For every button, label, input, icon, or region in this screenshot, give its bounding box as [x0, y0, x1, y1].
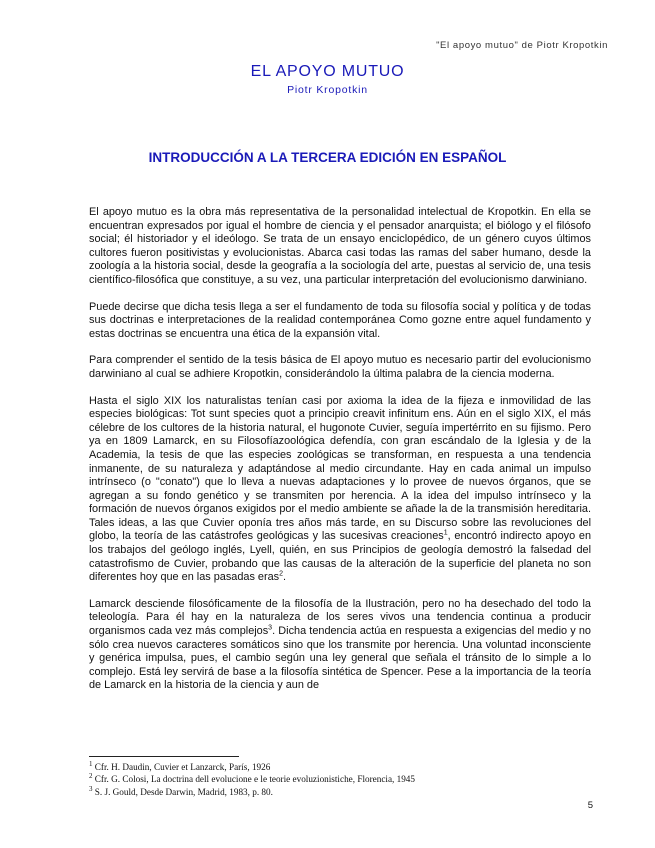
paragraph-4-part-c: . [283, 571, 287, 584]
paragraph-5-part-a: Lamarck desciende filosóficamente de la filosofía de la Ilustración, pero no ha desechado del todo la teleología. Para él hay en la naturaleza de los seres vivos una tendencia continua a producir organismos cada vez más complejos [89, 597, 591, 638]
footnote-number: 3 [89, 784, 93, 793]
paragraph-4-part-a: Hasta el siglo XIX los naturalistas tenían casi por axioma la idea de la fijeza e inmovilidad de las especies biológicas: Tot sunt species quot a principio creavit infinitum ens. Aún en el siglo XIX, el más célebre de los cultores de la historia natural, el hugonote Cuvier, seguía impertérrito en su fijismo. Pero ya en 1809 Lamarck, en su Filosofíazoológica defendía, con gran escándalo de la Iglesia y de la Academia, la tesis de que las especies zoológicas se transforman, en respuesta a una tendencia inmanente, de su naturaleza y adaptándose al medio circundante. Hay en cada animal un impulso intrínseco (o "conato") que lo lleva a nuevas adaptaciones y lo provee de nuevos órganos, que se agregan a su fondo genético y se transmiten por herencia. A la idea del impulso intrínseco y la formación de nuevos órganos exigidos por el medio ambiente se añade la de la transmisión hereditaria. Tales ideas, a las que Cuvier oponía tres años más tarde, en su Discurso sobre las revoluciones del globo, la teoría de las catástrofes geológicas y las sucesivas creaciones [89, 394, 591, 543]
book-author: Piotr Kropotkin [287, 84, 368, 96]
paragraph-5-part-b: . Dicha tendencia actúa en respuesta a exigencias del medio y no sólo crea nuevos caracteres somáticos sino que los transmite por herencia. Una voluntad inconsciente y genérica impulsa, pues, el cambio según una ley general que señala el tránsito de lo simple a lo complejo. Está ley servirá de base a la filosofía sintética de Spencer. Pese a la importancia de la teoría de Lamarck en la historia de la ciencia y aun de [89, 625, 591, 692]
footnote-text: Cfr. H. Daudin, Cuvier et Lanzarck, París, 1926 [92, 762, 271, 772]
paragraph-4 [89, 395, 591, 585]
footnote-2 [89, 773, 591, 785]
footnote-ref-3[interactable]: 3 [268, 624, 273, 632]
footnote-1 [89, 761, 591, 773]
footnote-3 [89, 786, 591, 798]
footnote-ref-1[interactable]: 1 [443, 529, 448, 537]
footnote-number: 2 [89, 772, 93, 781]
page-number: 5 [587, 800, 593, 811]
paragraph-3: Para comprender el sentido de la tesis básica de El apoyo mutuo es necesario partir del evolucionismo darwiniano al cual se adhiere Kropotkin, considerándolo la última palabra de la ciencia moderna. [89, 354, 591, 380]
paragraph-2: Puede decirse que dicha tesis llega a ser el fundamento de toda su filosofía social y política y de todas sus doctrinas e interpretaciones de la realidad contemporánea Como gozne entre aquel fundamento y estas doctrinas se encuentra una ética de la expansión vital. [89, 300, 591, 340]
running-header: "El apoyo mutuo" de Piotr Kropotkin [436, 40, 608, 51]
body-text [89, 206, 591, 706]
paragraph-5 [89, 598, 591, 693]
footnote-text: S. J. Gould, Desde Darwin, Madrid, 1983, p. 80. [92, 786, 273, 797]
paragraph-1: El apoyo mutuo es la obra más representativa de la personalidad intelectual de Kropotkin. En ella se encuentran expresados por igual el hombre de ciencia y el pensador anarquista; el biólogo y el filósofo social; él historiador y el ideólogo. Se trata de un ensayo enciclopédico, de un género cuyos últimos cultores fueron positivistas y evolucionistas. Abarca casi todas las ramas del saber humano, desde la zoología a la historia social, desde la geografía a la sociología del arte, puestas al servicio de, una tesis científico-filosófica que constituye, a su vez, una particular interpretación del evolucionismo darwiniano. [89, 206, 591, 286]
paragraph-4-part-b: , encontró indirecto apoyo en los trabajos del geólogo inglés, Lyell, quién, en sus Principios de geología demostró la falsedad del catastrofismo de Cuvier, probando que las causas de la alteración de la superficie del planeta no son diferentes hoy que en las pasadas eras [89, 530, 591, 584]
footnote-text: Cfr. G. Colosi, La doctrina dell evolucione e le teorie evoluzionistiche, Florencia, 1945 [92, 774, 415, 785]
book-title: EL APOYO MUTUO [250, 63, 405, 80]
footnote-ref-2[interactable]: 2 [279, 570, 284, 578]
section-heading: INTRODUCCIÓN A LA TERCERA EDICIÓN EN ESPAÑOL [148, 150, 507, 165]
footnote-number: 1 [89, 759, 93, 768]
footnote-divider [89, 756, 239, 757]
footnotes [89, 761, 591, 798]
